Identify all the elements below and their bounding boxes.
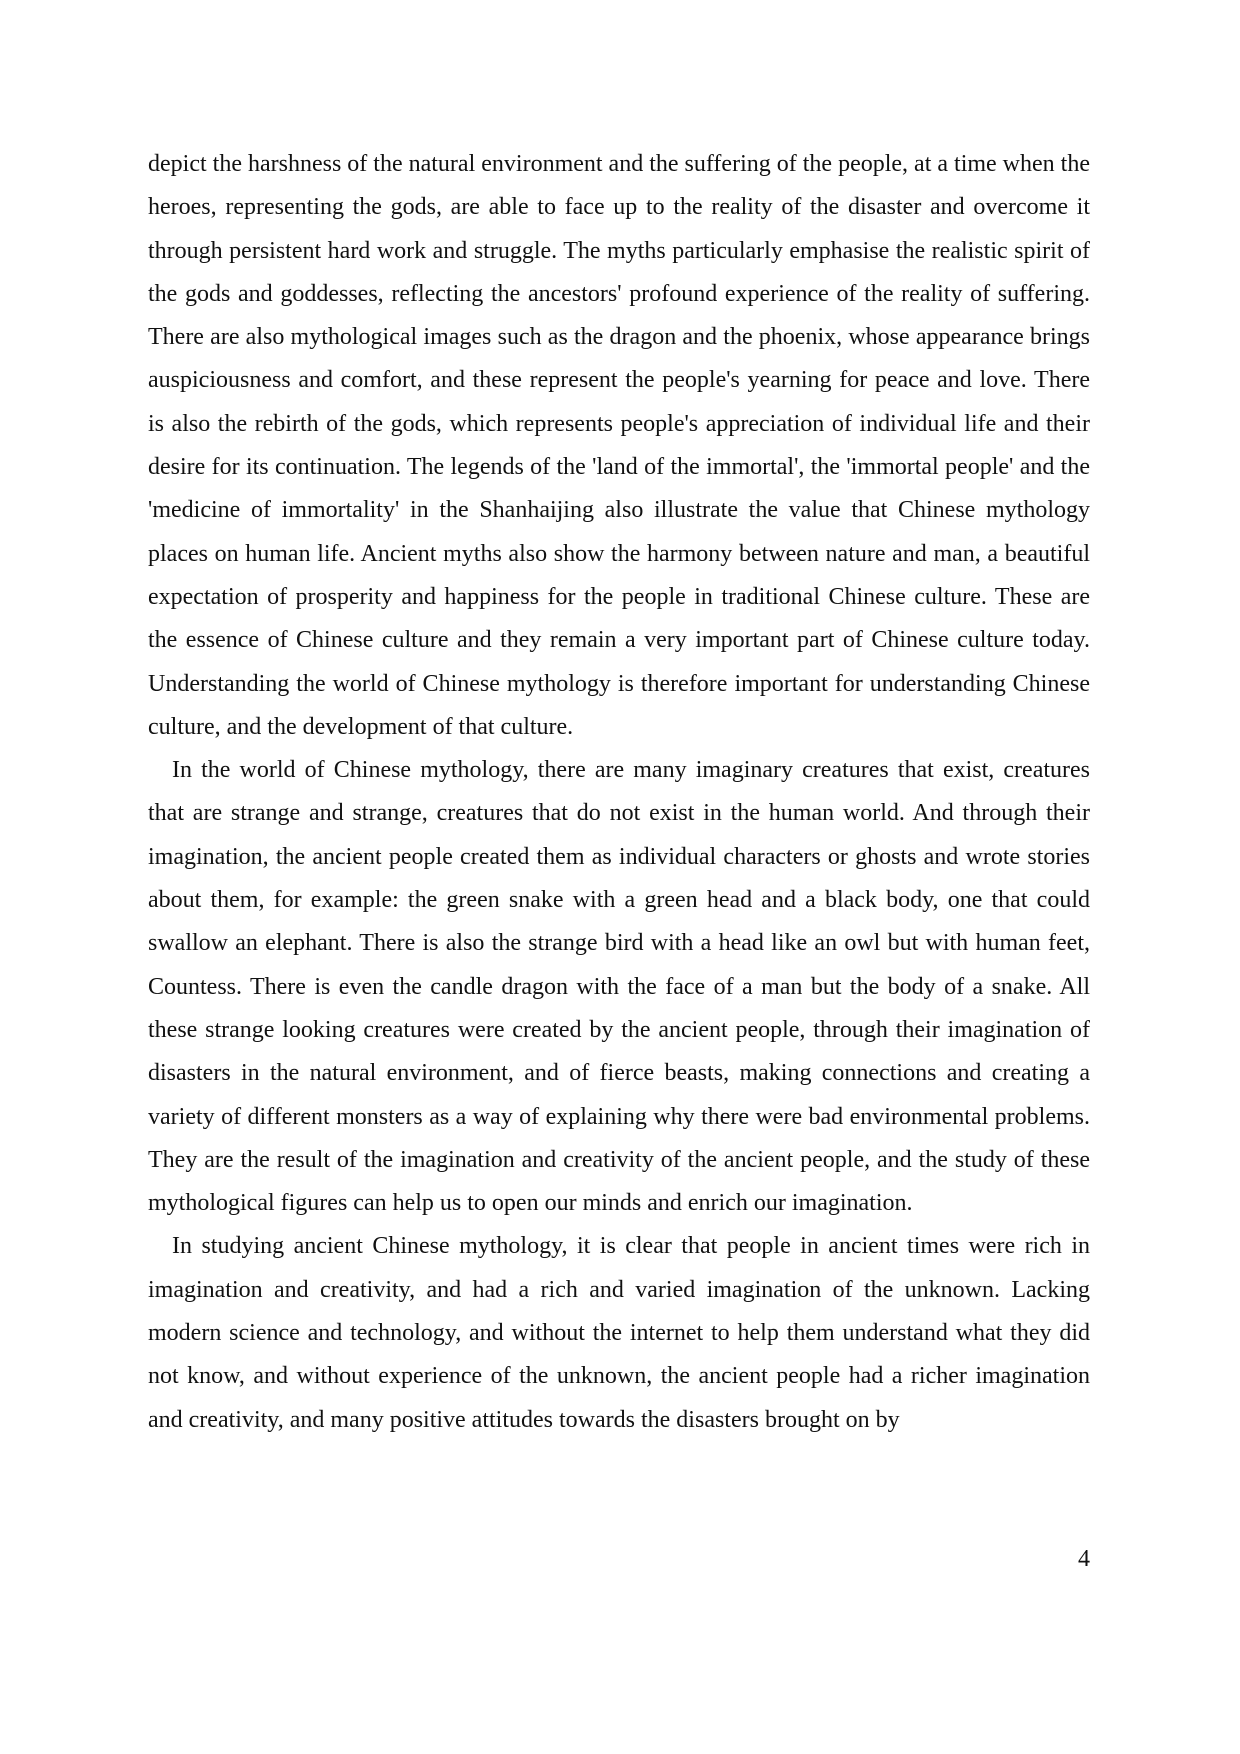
- paragraph-mythical-creatures: In the world of Chinese mythology, there are many imaginary creatures that exist, creatures that are strange and strange, creatures that do not exist in the human world. And through their imagination, the ancient people created them as individual characters or ghosts and wrote stories about them, for example: the green snake with a green head and a black body, one that could swallow an elephant. There is also the strange bird with a head like an owl but with human feet, Countess. There is even the candle dragon with the face of a man but the body of a snake. All these strange looking creatures were created by the ancient people, through their imagination of disasters in the natural environment, and of fierce beasts, making connections and creating a variety of different monsters as a way of explaining why there were bad environmental problems. They are the result of the imagination and creativity of the ancient people, and the study of these mythological figures can help us to open our minds and enrich our imagination.: [148, 757, 1090, 1217]
- paragraph-continuation: depict the harshness of the natural environment and the suffering of the people, at a time when the heroes, representing the gods, are able to face up to the reality of the disaster and overcome it through persistent hard work and struggle. The myths particularly emphasise the realistic spirit of the gods and goddesses, reflecting the ancestors' profound experience of the reality of suffering. There are also mythological images such as the dragon and the phoenix, whose appearance brings auspiciousness and comfort, and these represent the people's yearning for peace and love. There is also the rebirth of the gods, which represents people's appreciation of individual life and their desire for its continuation. The legends of the 'land of the immortal', the 'immortal people' and the 'medicine of immortality' in the Shanhaijing also illustrate the value that Chinese mythology places on human life. Ancient myths also show the harmony between nature and man, a beautiful expectation of prosperity and happiness for the people in traditional Chinese culture. These are the essence of Chinese culture and they remain a very important part of Chinese culture today. Understanding the world of Chinese mythology is therefore important for understanding Chinese culture, and the development of that culture.: [148, 151, 1090, 740]
- paragraph-imagination: In studying ancient Chinese mythology, it is clear that people in ancient times were rich in imagination and creativity, and had a rich and varied imagination of the unknown. Lacking modern science and technology, and without the internet to help them understand what they did not know, and without experience of the unknown, the ancient people had a richer imagination and creativity, and many positive attitudes towards the disasters brought on by: [148, 1233, 1090, 1433]
- body-text: [148, 143, 1090, 1442]
- page-number: 4: [1078, 1546, 1090, 1572]
